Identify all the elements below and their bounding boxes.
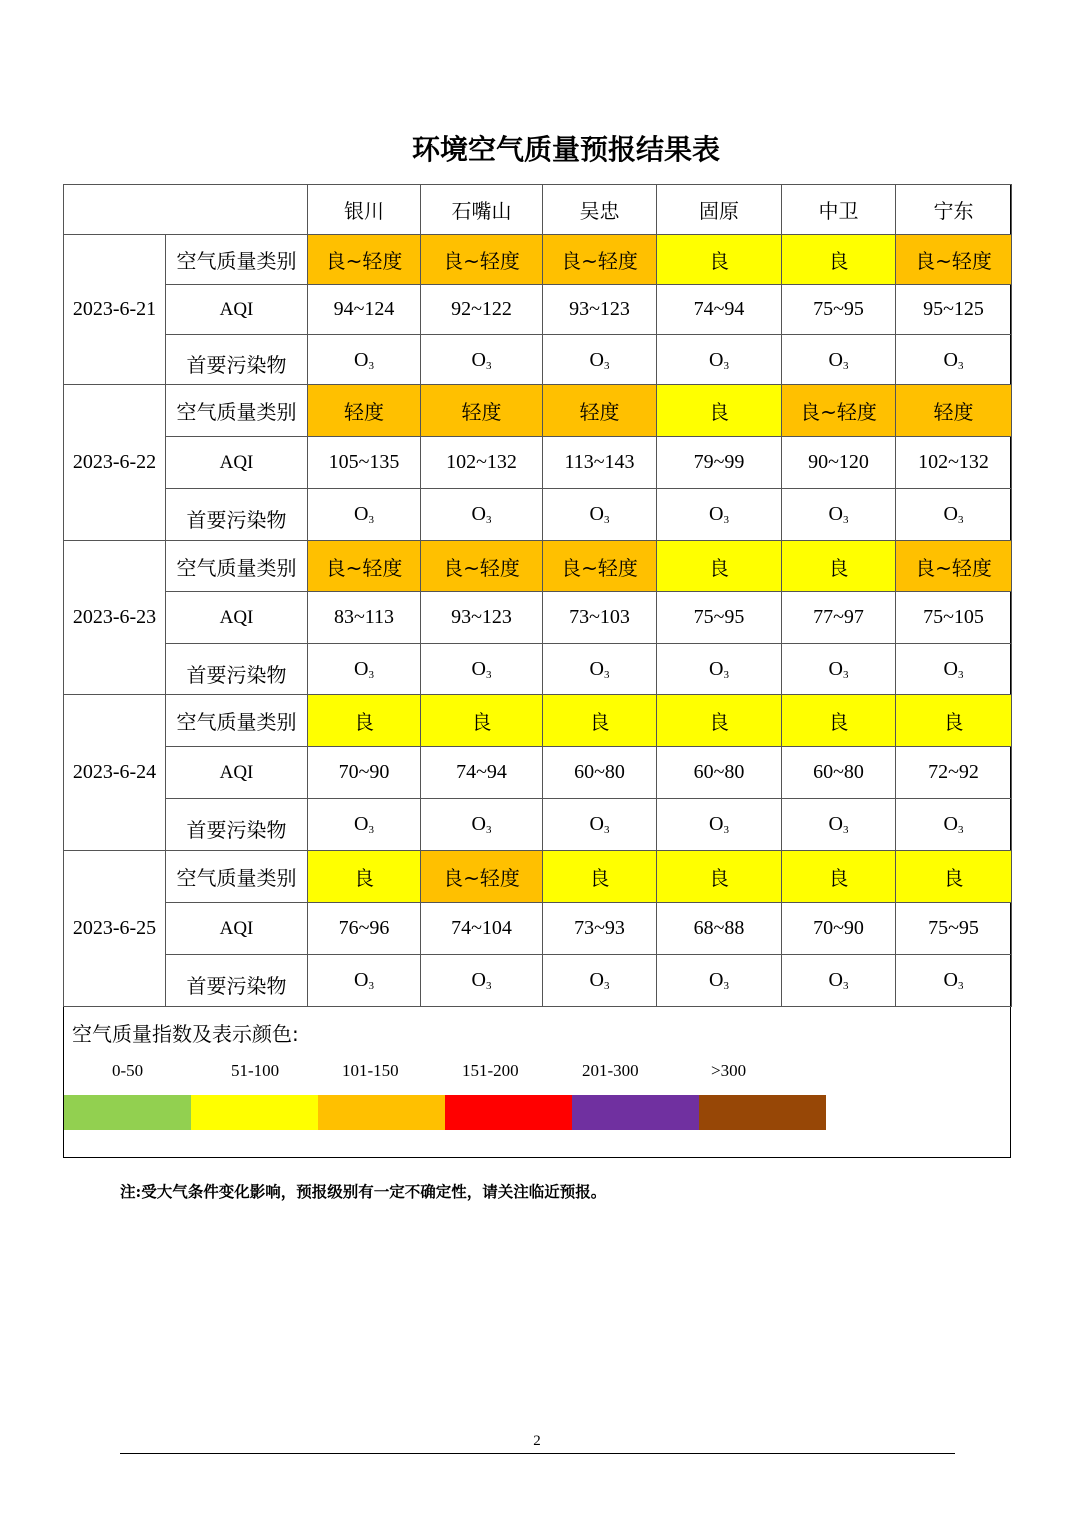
pollutant-subscript: 3: [368, 669, 374, 681]
pollutant-cell: [896, 335, 1012, 385]
pollutant-cell: [782, 799, 896, 851]
pollutant-cell: [896, 644, 1012, 695]
category-cell: 良: [543, 851, 657, 903]
category-row: [64, 851, 1012, 903]
row-label-pollutant: 首要污染物: [166, 489, 308, 541]
category-cell: 良~轻度: [896, 235, 1012, 285]
pollutant-symbol: O: [354, 813, 369, 835]
aqi-cell: 73~93: [543, 903, 657, 955]
pollutant-subscript: 3: [603, 824, 610, 836]
aqi-cell: 75~95: [657, 592, 782, 644]
pollutant-symbol: O: [828, 349, 843, 371]
aqi-cell: 93~123: [543, 285, 657, 335]
footnote: 注:受大气条件变化影响，预报级别有一定不确定性，请关注临近预报。: [120, 1182, 607, 1201]
pollutant-row: [64, 489, 1012, 541]
pollutant-symbol: O: [828, 813, 843, 835]
aqi-cell: 75~95: [896, 903, 1012, 955]
category-cell: 轻度: [896, 385, 1012, 437]
aqi-cell: 70~90: [308, 747, 421, 799]
city-header: 吴忠: [543, 185, 657, 235]
aqi-cell: 95~125: [896, 285, 1012, 335]
category-cell: 良: [543, 695, 657, 747]
pollutant-symbol: O: [828, 658, 843, 680]
pollutant-cell: [421, 335, 543, 385]
header-row: [64, 185, 1012, 235]
pollutant-symbol: O: [589, 969, 604, 991]
pollutant-subscript: 3: [368, 824, 374, 836]
aqi-cell: 90~120: [782, 437, 896, 489]
row-label-category: 空气质量类别: [166, 851, 308, 903]
category-cell: 良: [657, 385, 782, 437]
pollutant-subscript: 3: [485, 669, 492, 681]
row-label-category: 空气质量类别: [166, 235, 308, 285]
aqi-row: [64, 903, 1012, 955]
pollutant-cell: [657, 489, 782, 541]
pollutant-cell: [896, 955, 1012, 1007]
aqi-cell: 74~94: [421, 747, 543, 799]
pollutant-subscript: 3: [957, 669, 964, 681]
pollutant-subscript: 3: [957, 980, 964, 992]
category-cell: 良~轻度: [421, 851, 543, 903]
pollutant-cell: [657, 644, 782, 695]
pollutant-subscript: 3: [603, 669, 610, 681]
pollutant-symbol: O: [943, 969, 958, 991]
pollutant-cell: [543, 644, 657, 695]
aqi-row: [64, 437, 1012, 489]
category-cell: 良: [896, 695, 1012, 747]
pollutant-cell: [308, 955, 421, 1007]
pollutant-subscript: 3: [842, 980, 849, 992]
pollutant-subscript: 3: [723, 669, 729, 681]
category-cell: 良: [657, 235, 782, 285]
category-cell: 良: [308, 695, 421, 747]
pollutant-symbol: O: [354, 658, 369, 680]
date-cell: 2023-6-25: [64, 851, 166, 1007]
category-cell: 良~轻度: [308, 235, 421, 285]
aqi-cell: 74~94: [657, 285, 782, 335]
category-cell: 良: [782, 235, 896, 285]
pollutant-symbol: O: [471, 503, 486, 525]
category-cell: 良~轻度: [421, 235, 543, 285]
pollutant-subscript: 3: [842, 360, 849, 372]
date-cell: 2023-6-22: [64, 385, 166, 541]
pollutant-cell: [308, 799, 421, 851]
pollutant-row: [64, 955, 1012, 1007]
pollutant-symbol: O: [943, 349, 958, 371]
pollutant-subscript: 3: [485, 360, 492, 372]
pollutant-row: [64, 644, 1012, 695]
pollutant-cell: [782, 644, 896, 695]
pollutant-cell: [657, 799, 782, 851]
legend-color-swatch: [699, 1095, 826, 1130]
pollutant-cell: [543, 799, 657, 851]
category-row: [64, 385, 1012, 437]
pollutant-subscript: 3: [485, 824, 492, 836]
pollutant-cell: [308, 335, 421, 385]
pollutant-subscript: 3: [603, 980, 610, 992]
pollutant-symbol: O: [589, 349, 604, 371]
pollutant-symbol: O: [589, 658, 604, 680]
legend-color-swatch: [572, 1095, 699, 1130]
legend-range-label: 151-200: [462, 1061, 519, 1080]
page-number: 2: [533, 1433, 541, 1449]
pollutant-subscript: 3: [368, 980, 374, 992]
category-cell: 良: [657, 541, 782, 592]
pollutant-cell: [421, 489, 543, 541]
category-cell: 良: [308, 851, 421, 903]
footer-rule: [120, 1453, 955, 1454]
pollutant-cell: [657, 955, 782, 1007]
legend-range-label: >300: [711, 1061, 747, 1080]
pollutant-symbol: O: [828, 503, 843, 525]
aqi-cell: 83~113: [308, 592, 421, 644]
row-label-category: 空气质量类别: [166, 695, 308, 747]
row-label-aqi: AQI: [166, 903, 308, 955]
pollutant-cell: [782, 335, 896, 385]
pollutant-symbol: O: [471, 349, 486, 371]
pollutant-row: [64, 335, 1012, 385]
aqi-cell: 102~132: [896, 437, 1012, 489]
aqi-cell: 113~143: [543, 437, 657, 489]
category-cell: 良: [782, 695, 896, 747]
aqi-cell: 76~96: [308, 903, 421, 955]
row-label-pollutant: 首要污染物: [166, 644, 308, 695]
pollutant-symbol: O: [589, 503, 604, 525]
pollutant-cell: [657, 335, 782, 385]
legend-color-swatch: [318, 1095, 445, 1130]
category-row: [64, 695, 1012, 747]
pollutant-subscript: 3: [842, 669, 849, 681]
pollutant-symbol: O: [709, 813, 724, 835]
aqi-cell: 79~99: [657, 437, 782, 489]
pollutant-subscript: 3: [368, 360, 374, 372]
category-cell: 轻度: [543, 385, 657, 437]
forecast-table: [63, 184, 1012, 1007]
pollutant-symbol: O: [943, 658, 958, 680]
category-cell: 轻度: [308, 385, 421, 437]
category-cell: 良: [657, 851, 782, 903]
aqi-row: [64, 592, 1012, 644]
pollutant-symbol: O: [471, 658, 486, 680]
city-header: 宁东: [896, 185, 1012, 235]
city-header: 银川: [308, 185, 421, 235]
aqi-cell: 93~123: [421, 592, 543, 644]
pollutant-symbol: O: [709, 969, 724, 991]
aqi-cell: 72~92: [896, 747, 1012, 799]
pollutant-subscript: 3: [723, 824, 729, 836]
pollutant-subscript: 3: [368, 514, 374, 526]
aqi-cell: 60~80: [543, 747, 657, 799]
pollutant-cell: [543, 955, 657, 1007]
aqi-cell: 94~124: [308, 285, 421, 335]
pollutant-cell: [782, 955, 896, 1007]
legend-range-label: 101-150: [342, 1061, 399, 1080]
row-label-aqi: AQI: [166, 437, 308, 489]
pollutant-cell: [896, 489, 1012, 541]
pollutant-cell: [421, 955, 543, 1007]
pollutant-symbol: O: [589, 813, 604, 835]
pollutant-subscript: 3: [723, 980, 729, 992]
pollutant-subscript: 3: [842, 824, 849, 836]
pollutant-symbol: O: [828, 969, 843, 991]
category-cell: 良~轻度: [896, 541, 1012, 592]
row-label-aqi: AQI: [166, 747, 308, 799]
pollutant-subscript: 3: [957, 514, 964, 526]
row-label-aqi: AQI: [166, 285, 308, 335]
row-label-pollutant: 首要污染物: [166, 955, 308, 1007]
header-corner: [64, 185, 308, 235]
aqi-row: [64, 285, 1012, 335]
row-label-pollutant: 首要污染物: [166, 799, 308, 851]
category-cell: 良: [782, 851, 896, 903]
category-cell: 良~轻度: [543, 235, 657, 285]
aqi-cell: 60~80: [657, 747, 782, 799]
aqi-cell: 92~122: [421, 285, 543, 335]
page-title: 环境空气质量预报结果表: [411, 133, 720, 166]
city-header: 中卫: [782, 185, 896, 235]
pollutant-subscript: 3: [957, 824, 964, 836]
category-cell: 良: [896, 851, 1012, 903]
pollutant-cell: [896, 799, 1012, 851]
pollutant-subscript: 3: [957, 360, 964, 372]
legend-color-swatch: [191, 1095, 318, 1130]
aqi-row: [64, 747, 1012, 799]
pollutant-symbol: O: [354, 969, 369, 991]
pollutant-subscript: 3: [603, 360, 610, 372]
category-cell: 良~轻度: [308, 541, 421, 592]
pollutant-cell: [308, 644, 421, 695]
date-cell: 2023-6-23: [64, 541, 166, 695]
category-row: [64, 235, 1012, 285]
date-cell: 2023-6-21: [64, 235, 166, 385]
category-row: [64, 541, 1012, 592]
city-header: 石嘴山: [421, 185, 543, 235]
legend-color-swatch: [64, 1095, 191, 1130]
aqi-cell: 60~80: [782, 747, 896, 799]
aqi-cell: 75~105: [896, 592, 1012, 644]
category-cell: 良~轻度: [421, 541, 543, 592]
row-label-category: 空气质量类别: [166, 385, 308, 437]
pollutant-symbol: O: [709, 503, 724, 525]
pollutant-symbol: O: [354, 503, 369, 525]
aqi-cell: 77~97: [782, 592, 896, 644]
row-label-pollutant: 首要污染物: [166, 335, 308, 385]
city-header: 固原: [657, 185, 782, 235]
date-cell: 2023-6-24: [64, 695, 166, 851]
pollutant-subscript: 3: [485, 980, 492, 992]
aqi-cell: 75~95: [782, 285, 896, 335]
aqi-cell: 105~135: [308, 437, 421, 489]
pollutant-cell: [421, 799, 543, 851]
pollutant-symbol: O: [943, 503, 958, 525]
pollutant-row: [64, 799, 1012, 851]
category-cell: 良~轻度: [782, 385, 896, 437]
pollutant-subscript: 3: [723, 514, 729, 526]
aqi-cell: 73~103: [543, 592, 657, 644]
pollutant-symbol: O: [354, 349, 369, 371]
legend-range-label: 51-100: [231, 1061, 280, 1080]
aqi-cell: 102~132: [421, 437, 543, 489]
row-label-aqi: AQI: [166, 592, 308, 644]
category-cell: 良: [421, 695, 543, 747]
pollutant-cell: [543, 335, 657, 385]
category-cell: 良: [782, 541, 896, 592]
aqi-cell: 68~88: [657, 903, 782, 955]
pollutant-symbol: O: [709, 349, 724, 371]
pollutant-cell: [543, 489, 657, 541]
pollutant-subscript: 3: [485, 514, 492, 526]
pollutant-cell: [782, 489, 896, 541]
pollutant-cell: [421, 644, 543, 695]
pollutant-subscript: 3: [723, 360, 729, 372]
legend-range-label: 0-50: [112, 1061, 144, 1080]
pollutant-subscript: 3: [842, 514, 849, 526]
category-cell: 良: [657, 695, 782, 747]
legend-color-swatch: [445, 1095, 572, 1130]
aqi-cell: 70~90: [782, 903, 896, 955]
category-cell: 良~轻度: [543, 541, 657, 592]
pollutant-symbol: O: [943, 813, 958, 835]
legend-title: 空气质量指数及表示颜色:: [72, 1022, 299, 1046]
pollutant-cell: [308, 489, 421, 541]
pollutant-symbol: O: [471, 813, 486, 835]
pollutant-subscript: 3: [603, 514, 610, 526]
row-label-category: 空气质量类别: [166, 541, 308, 592]
legend-range-label: 201-300: [582, 1061, 639, 1080]
pollutant-symbol: O: [709, 658, 724, 680]
aqi-cell: 74~104: [421, 903, 543, 955]
category-cell: 轻度: [421, 385, 543, 437]
pollutant-symbol: O: [471, 969, 486, 991]
